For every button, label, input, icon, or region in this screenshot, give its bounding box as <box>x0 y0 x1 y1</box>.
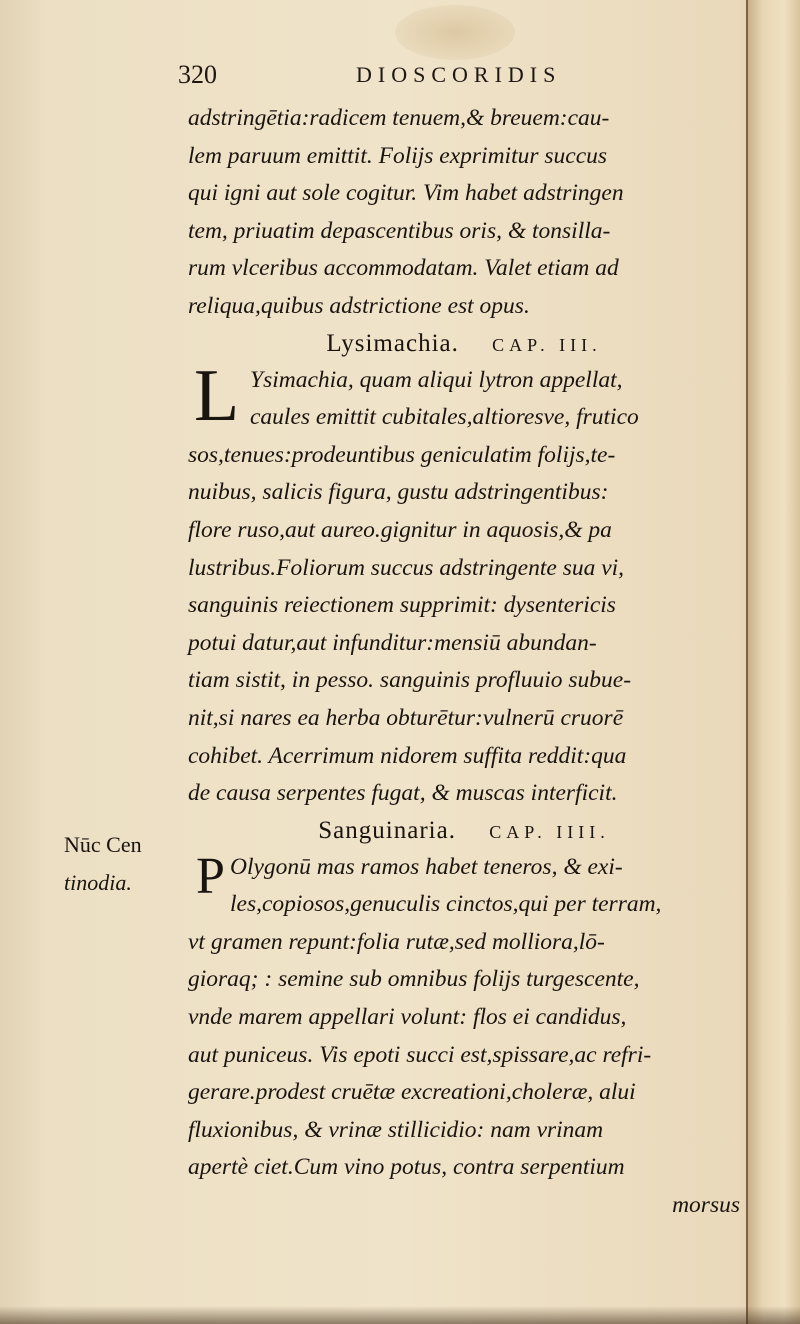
text-line: aut puniceus. Vis epoti succi est,spissare,ac refri- <box>188 1041 652 1068</box>
text-line: reliqua,quibus adstrictione est opus. <box>188 292 530 319</box>
text-line: caules emittit cubitales,altioresve, frutico <box>250 404 639 431</box>
chapter-number: CAP. III. <box>492 334 602 355</box>
text-line: qui igni aut sole cogitur. Vim habet adstringen <box>188 180 624 207</box>
text-line: lem paruum emittit. Folijs exprimitur succus <box>188 142 608 169</box>
text-line: adstringētia:radicem tenuem,& breuem:cau- <box>188 105 610 131</box>
main-text <box>188 100 740 1225</box>
paragraph-sanguinaria <box>188 849 740 1225</box>
text-line: sanguinis reiectionem supprimit: dysentericis <box>188 592 616 619</box>
margin-note <box>64 826 184 901</box>
text-line: nit,si nares ea herba obturētur:vulnerū cruorē <box>188 704 624 731</box>
drop-cap-initial: L <box>194 354 240 437</box>
drop-cap-initial: P <box>196 847 225 905</box>
text-line: potui datur,aut infunditur:mensiū abundan- <box>188 629 597 656</box>
page-number: 320 <box>178 60 217 89</box>
text-line: nuibus, salicis figura, gustu adstringentibus: <box>188 479 609 506</box>
running-title: DIOSCORIDIS <box>356 62 562 87</box>
text-line: apertè ciet.Cum vino potus, contra serpentium <box>188 1154 625 1181</box>
margin-note-line: Nūc Cen <box>64 832 142 857</box>
text-line: fluxionibus, & vrinæ stillicidio: nam vrinam <box>188 1116 604 1143</box>
chapter-title: Sanguinaria. <box>318 816 456 844</box>
chapter-heading-lysimachia <box>188 326 740 362</box>
catchword: morsus <box>672 1192 740 1219</box>
text-line: vnde marem appellari volunt: flos ei candidus, <box>188 1004 627 1031</box>
text-line: tem, priuatim depascentibus oris, & tonsilla- <box>188 217 611 244</box>
text-line: cohibet. Acerrimum nidorem suffita reddit:qua <box>188 742 627 769</box>
chapter-title: Lysimachia. <box>326 329 459 357</box>
text-line: les,copiosos,genuculis cinctos,qui per terram, <box>230 891 662 918</box>
text-line: lustribus.Foliorum succus adstringente sua vi, <box>188 554 625 581</box>
page-bottom-shadow <box>0 1306 800 1324</box>
chapter-heading-sanguinaria <box>188 813 740 849</box>
text-line: rum vlceribus accommodatam. Valet etiam ad <box>188 255 619 282</box>
text-line: sos,tenues:prodeuntibus geniculatim folijs,te- <box>188 441 616 468</box>
text-line: gerare.prodest cruētæ excreationi,choleræ, alui <box>188 1079 636 1106</box>
text-line: Olygonū mas ramos habet teneros, & exi- <box>230 853 623 880</box>
text-line: de causa serpentes fugat, & muscas interficit. <box>188 780 618 807</box>
text-line: tiam sistit, in pesso. sanguinis profluuio subue- <box>188 667 632 694</box>
text-line: gioraq; : semine sub omnibus folijs turgescente, <box>188 966 640 993</box>
paragraph-lysimachia <box>188 354 740 813</box>
paper-stain <box>395 5 515 60</box>
intro-paragraph <box>188 100 740 326</box>
text-line: vt gramen repunt:folia rutæ,sed molliora,lō- <box>188 928 605 955</box>
text-line: Ysimachia, quam aliqui lytron appellat, <box>250 366 623 393</box>
margin-note-line: tinodia. <box>64 869 132 895</box>
text-line: flore ruso,aut aureo.gignitur in aquosis,& pa <box>188 516 612 543</box>
page-header <box>178 60 738 94</box>
chapter-number: CAP. IIII. <box>489 821 610 842</box>
next-page-edge <box>746 0 800 1324</box>
